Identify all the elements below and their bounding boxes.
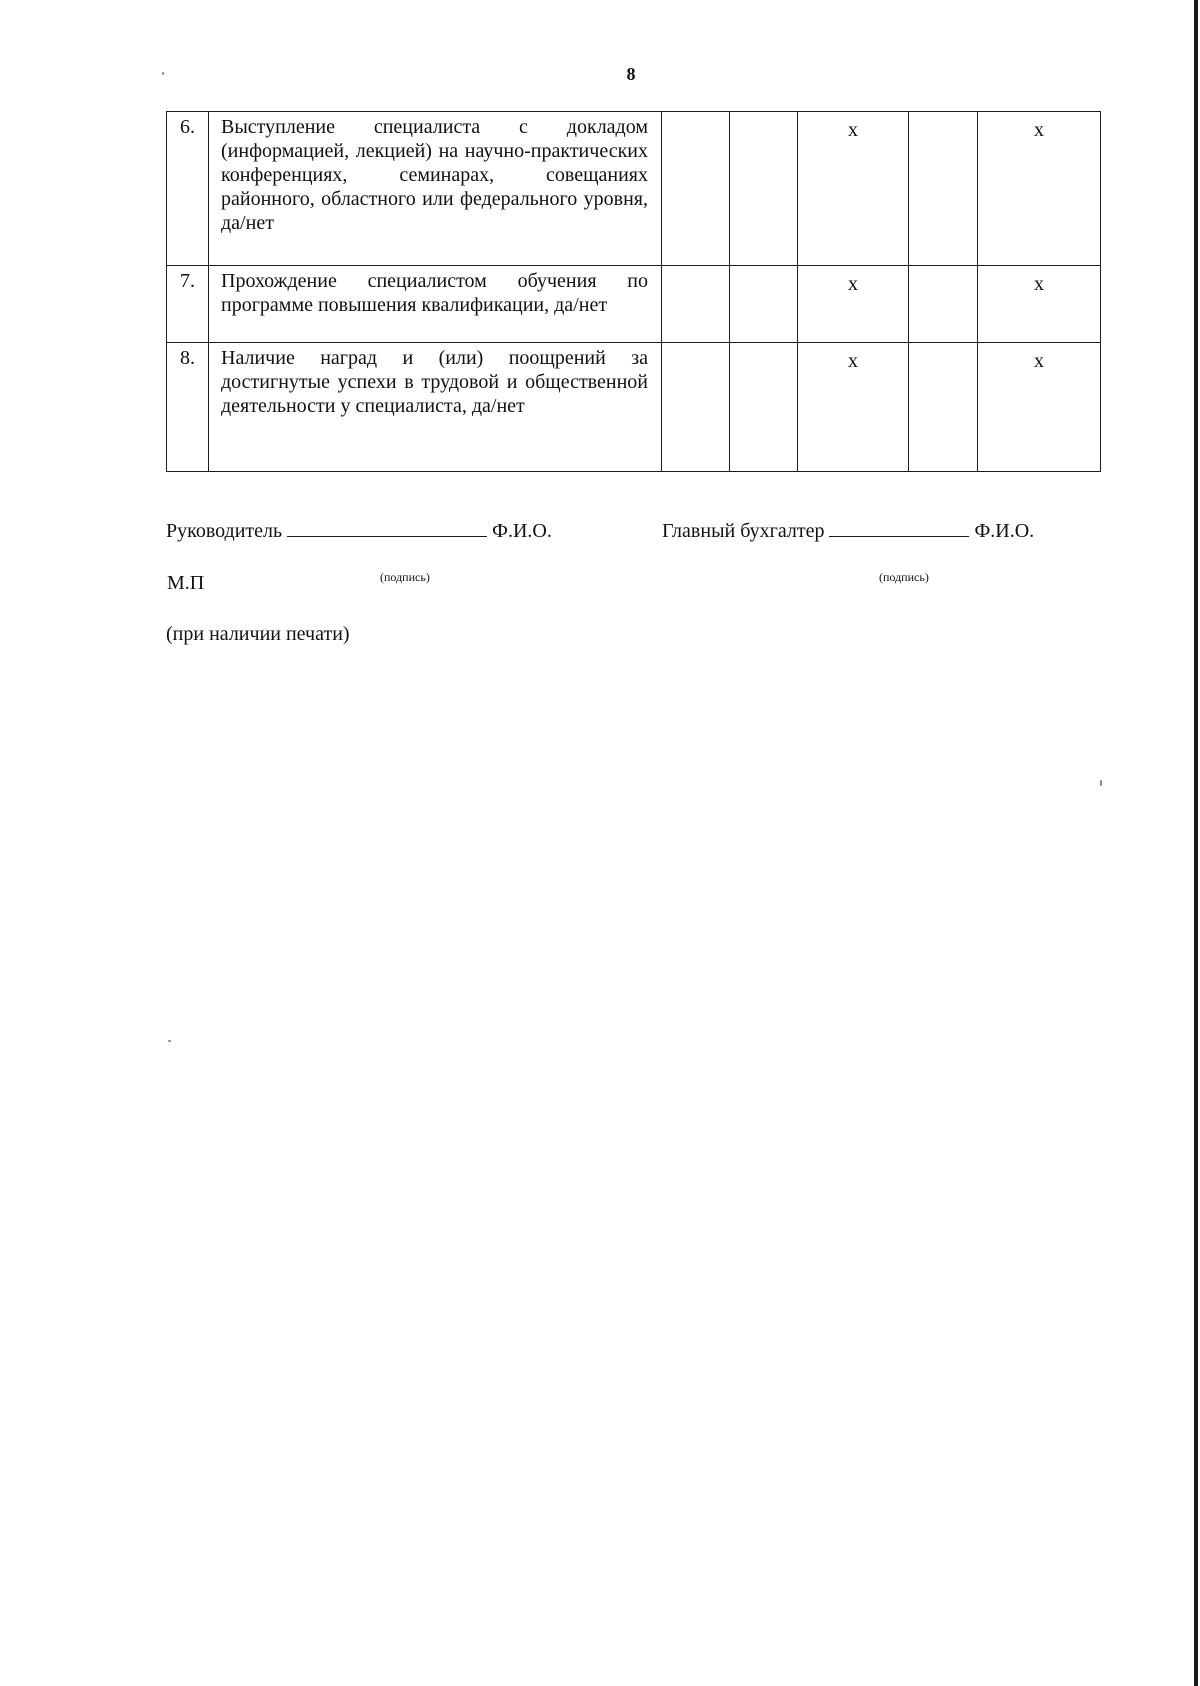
row-number: 8. — [167, 343, 209, 472]
row-cell — [909, 343, 978, 472]
head-signature-caption: (подпись) — [380, 570, 430, 584]
row-cell — [730, 266, 798, 343]
row-cell — [662, 266, 730, 343]
row-cell — [730, 343, 798, 472]
scan-edge-line — [1194, 0, 1198, 1686]
row-cell — [730, 112, 798, 266]
accountant-signature-field — [829, 520, 969, 537]
criteria-table — [166, 111, 1101, 472]
table-row — [167, 112, 1101, 266]
head-label: Руководитель — [166, 520, 283, 542]
row-cell — [662, 343, 730, 472]
row-description: Наличие наград и (или) поощрений за достигнутые успехи в трудовой и общественной деятельности у специалиста, да/нет — [209, 343, 662, 472]
accountant-name: Ф.И.О. — [974, 520, 1035, 542]
accountant-signature-caption: (подпись) — [879, 570, 929, 584]
row-mark: x — [798, 112, 909, 266]
page-number: 8 — [626, 64, 636, 84]
row-description: Выступление специалиста с докладом (информацией, лекцией) на научно-практических конференциях, семинарах, совещаниях районного, областного или федерального уровня, да/нет — [209, 112, 662, 266]
table-row — [167, 343, 1101, 472]
head-signature-line — [166, 520, 552, 543]
row-number: 7. — [167, 266, 209, 343]
scan-speck — [1100, 780, 1102, 786]
scan-speck — [162, 72, 164, 75]
head-name: Ф.И.О. — [492, 520, 552, 542]
accountant-signature-line — [662, 520, 1034, 543]
row-number: 6. — [167, 112, 209, 266]
row-cell — [909, 112, 978, 266]
row-mark: x — [978, 112, 1101, 266]
head-signature-field — [287, 520, 487, 537]
stamp-note: (при наличии печати) — [166, 623, 350, 645]
row-cell — [909, 266, 978, 343]
scan-speck — [168, 1040, 171, 1042]
row-mark: x — [798, 343, 909, 472]
row-cell — [662, 112, 730, 266]
stamp-label: М.П — [167, 572, 205, 594]
table-row — [167, 266, 1101, 343]
accountant-label: Главный бухгалтер — [662, 520, 825, 542]
row-description: Прохождение специалистом обучения по программе повышения квалификации, да/нет — [209, 266, 662, 343]
row-mark: x — [978, 266, 1101, 343]
row-mark: x — [978, 343, 1101, 472]
row-mark: x — [798, 266, 909, 343]
